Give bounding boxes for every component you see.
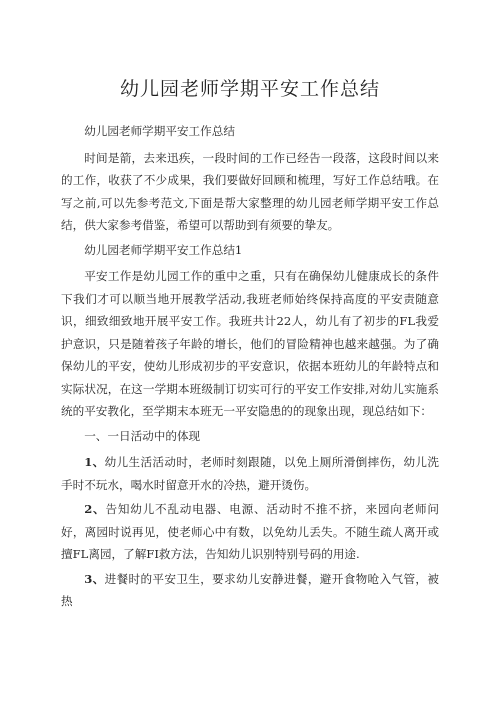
section-heading: 幼儿园老师学期平安工作总结1	[84, 242, 243, 257]
document-body	[61, 120, 439, 615]
section-heading: 幼儿园老师学期平安工作总结	[84, 124, 235, 138]
body-paragraph: 平安工作是幼儿园工作的重中之重，只有在确保幼儿健康成长的条件下我们才可以顺当地开展教学活动,我班老师始终保持高度的平安责随意识，细致细致地开展平安工作。我班共计22人，幼儿有了初步的FL我爱护意识，只是随着孩子年龄的增长，他们的冒险精神也越来越强。为了确保幼儿的平安，使幼儿形成初步的平安意识，依据本班幼儿的年龄特点和实际状况，在这一学期本班级制订切实可行的平安工作安排,对幼儿实施系统的平安教化，至学期末本班无一平安隐患的的现象出现，现总结如下：	[61, 269, 439, 418]
list-number: 2、	[84, 502, 106, 516]
list-item-paragraph: 1、幼儿生活活动时，老师时刻跟随，以免上厕所滑倒摔伤，幼儿洗手时不玩水，喝水时留意开水的冷热，避开烫伤。	[61, 455, 439, 492]
document-title: 幼儿园老师学期平安工作总结	[119, 78, 380, 100]
section-heading: 一、一日活动中的体现	[84, 428, 201, 443]
list-item-paragraph: 2、告知幼儿不乱动电器、电源、活动时不推不挤，来园向老师问好，离园时说再见，使老师心中有数，以免幼儿丢失。不随生疏人离开或擅FL离园，了解FI救方法，告知幼儿识别特别号码的用途.	[61, 502, 439, 561]
intro-paragraph: 时间是箭，去来迅疾，一段时间的工作已经告一段落，这段时间以来的工作，收获了不少成果，我们要做好回顾和梳理，写好工作总结哦。在写之前,可以先参考范文,下面是帮大家整理的幼儿园老师学期平安工作总结，供大家参考借鉴，希望可以帮助到有须要的挚友。	[61, 150, 439, 232]
list-item-paragraph: 3、进餐时的平安卫生，要求幼儿安静进餐，避开食物呛入气管，被热	[61, 571, 439, 608]
list-number: 1、	[84, 455, 105, 469]
list-number: 3、	[84, 571, 105, 586]
